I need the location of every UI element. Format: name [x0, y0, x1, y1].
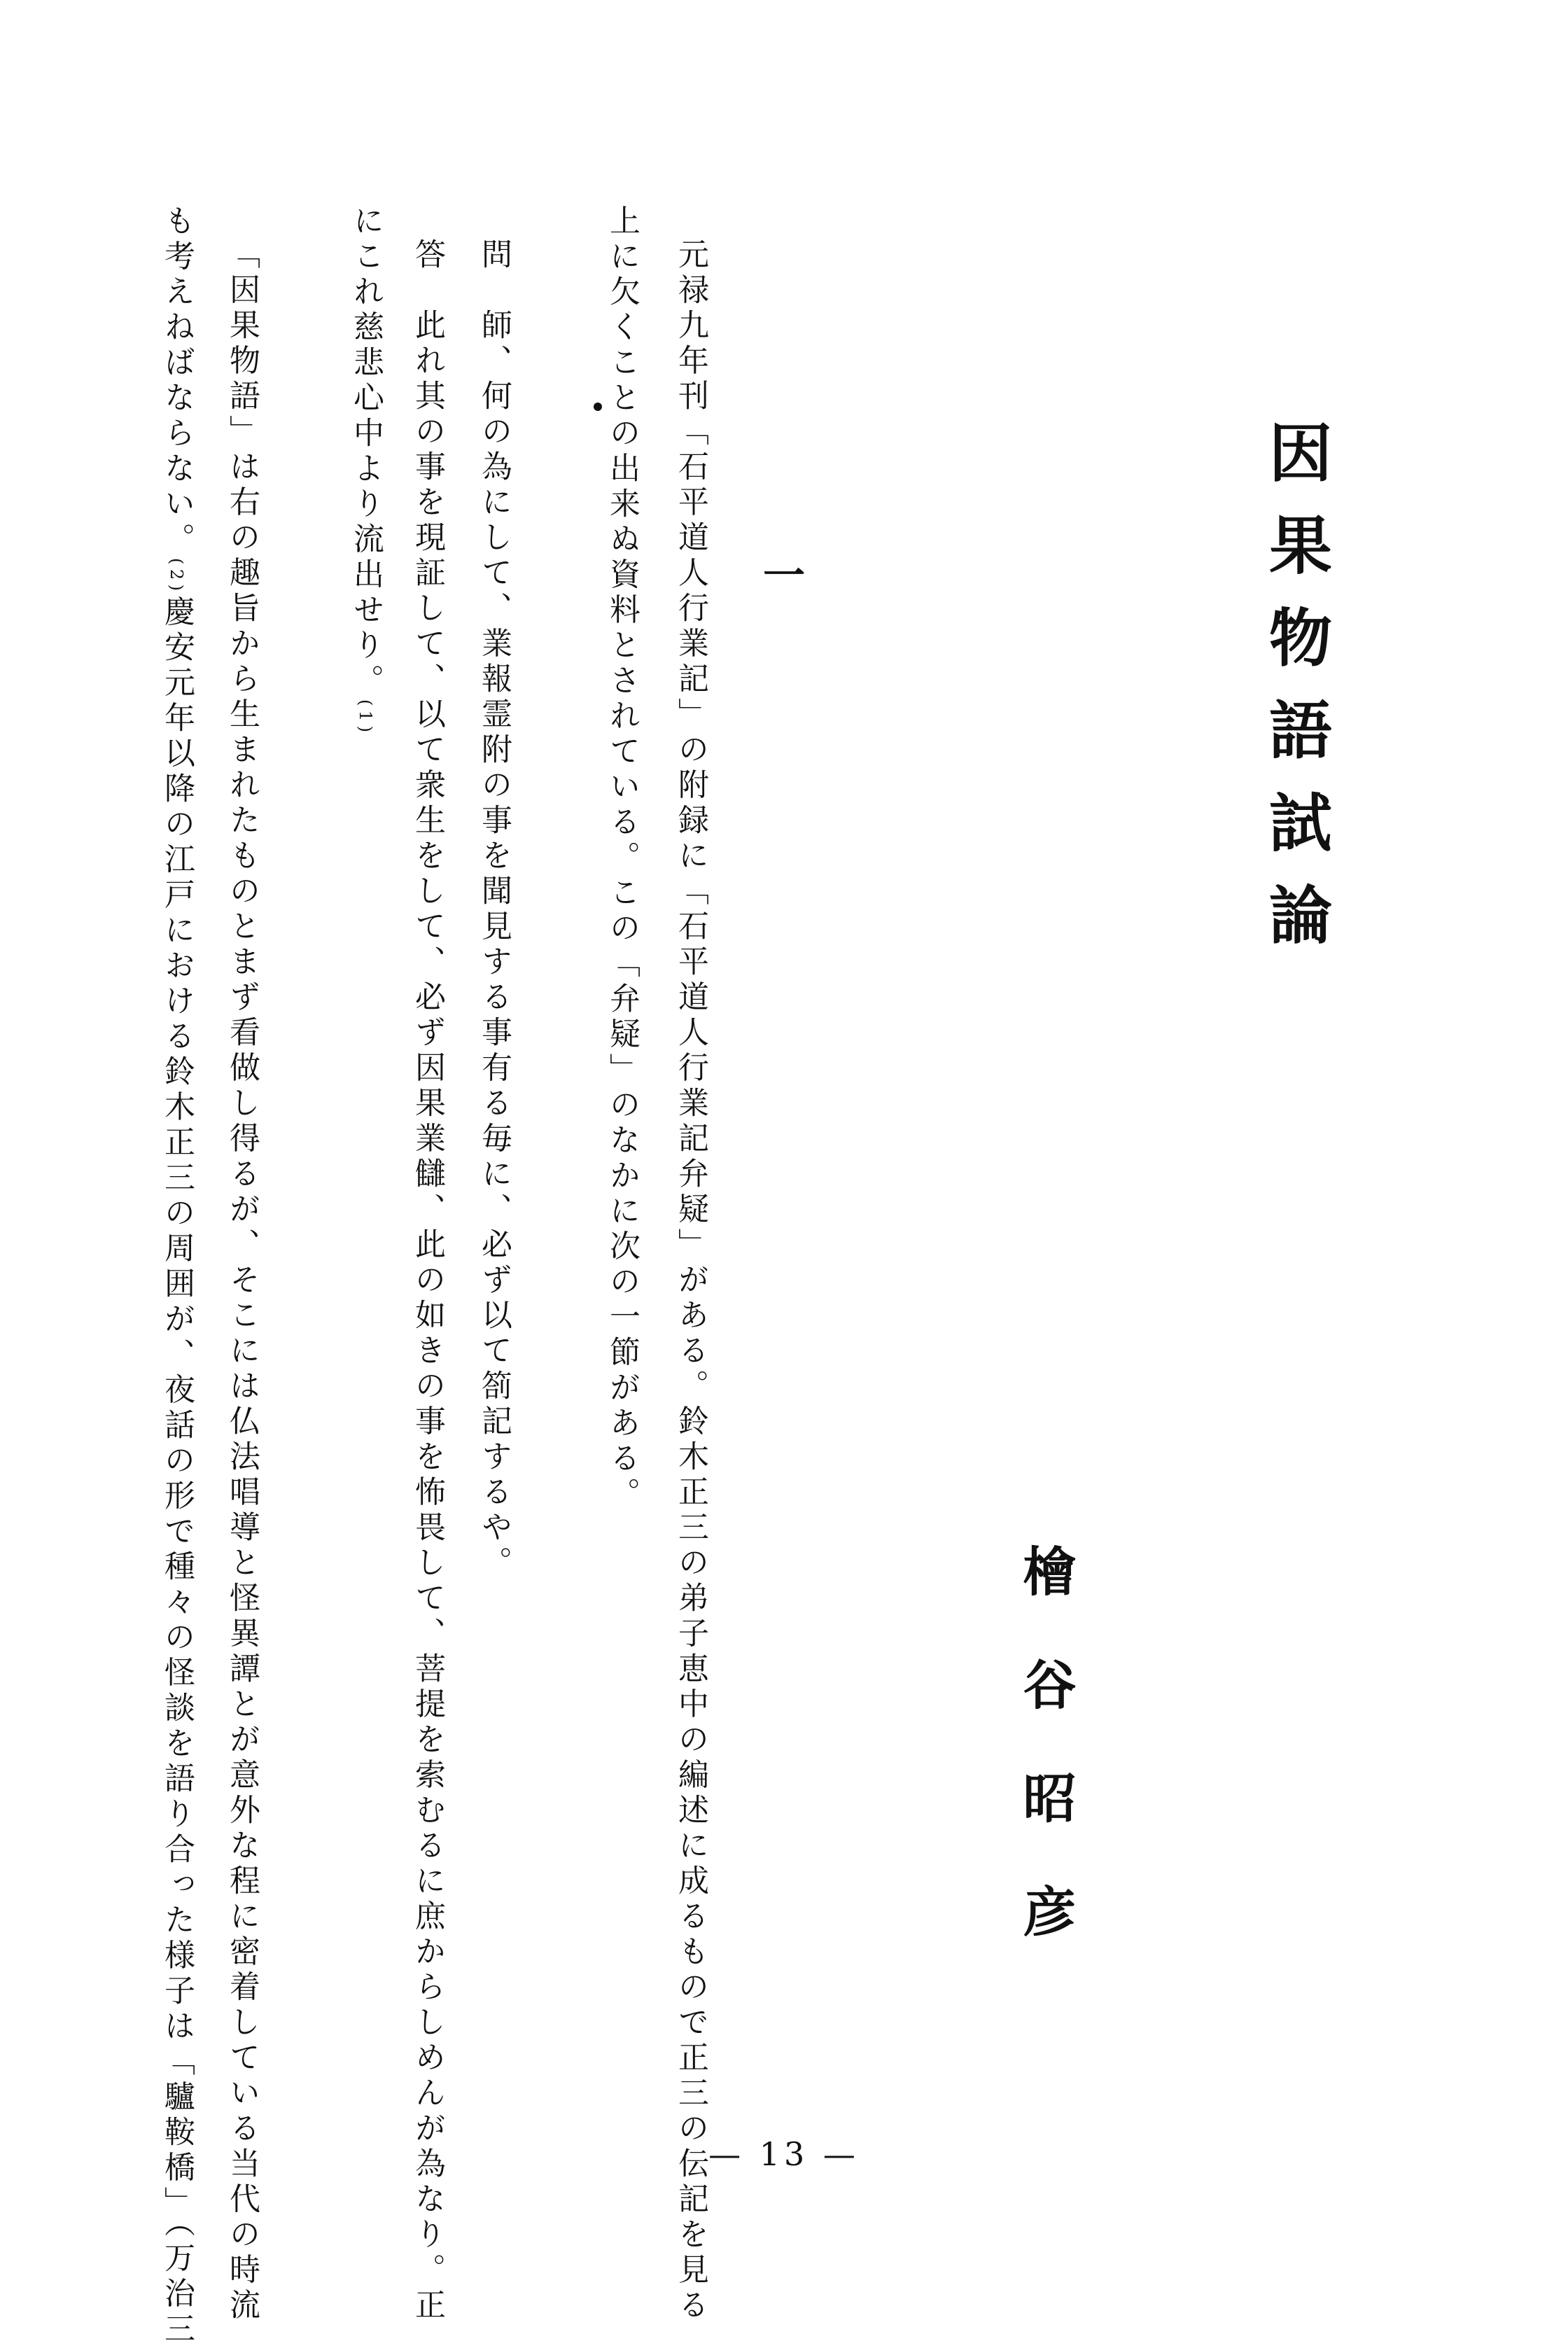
answer-line-1: 答 此れ其の事を現証して、以て衆生をして、必ず因果業讎、此の如きの事を怖畏して、菩提を索むるに庶からしめんが為なり。正	[410, 238, 445, 2324]
answer-line-2	[348, 204, 384, 737]
page-number: — 13 —	[708, 2135, 860, 2173]
article-title: 因果物語試論	[1258, 420, 1332, 974]
footnote-ref-1: (1)	[356, 699, 375, 737]
section-number: 一	[756, 553, 805, 595]
footnote-ref-2: (2)	[167, 558, 186, 596]
paragraph-2-line-2-text-a: も考えねばならない。	[159, 204, 195, 558]
paragraph-2-line-2	[159, 204, 195, 2348]
author-name: 檜谷昭彦	[1014, 1544, 1077, 1997]
question-line: 問 師、何の為にして、業報霊附の事を聞見する事有る毎に、必ず以て箚記するや。	[476, 238, 512, 1581]
paragraph-2-line-2-text-b: 慶安元年以降の江戸における鈴木正三の周囲が、夜話の形で種々の怪談を語り合った様子は「驢鞍橋」（万治三	[159, 595, 195, 2348]
answer-line-2-text: にこれ慈悲心中より流出せり。	[348, 204, 384, 699]
paragraph-2-line-1: 「因果物語」は右の趣旨から生まれたものとまず看做し得るが、そこには仏法唱導と怪異譚とが意外な程に密着している当代の時流	[224, 238, 260, 2324]
paragraph-1-line-2: 上に欠くことの出来ぬ資料とされている。この「弁疑」のなかに次の一節がある。	[604, 204, 640, 1513]
paragraph-1-line-1: 元禄九年刊「石平道人行業記」の附録に「石平道人行業記弁疑」がある。鈴木正三の弟子恵中の編述に成るもので正三の伝記を見る	[673, 238, 708, 2324]
emphasis-dot	[594, 403, 602, 411]
